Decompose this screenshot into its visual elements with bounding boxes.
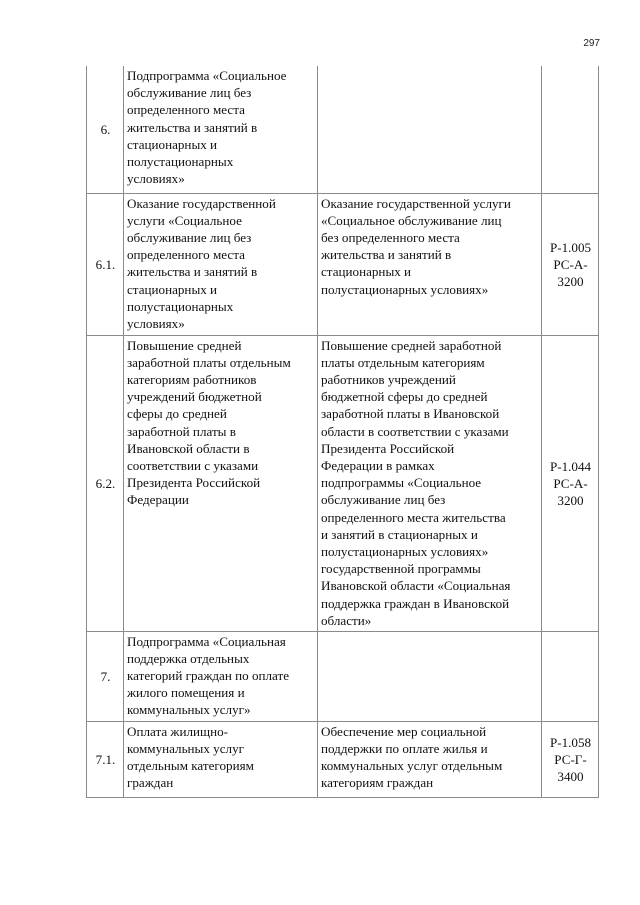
program-name-text	[127, 195, 315, 333]
program-name-line: жилого помещения и	[127, 685, 245, 701]
program-description-line: обслуживание лиц без	[321, 492, 446, 508]
program-description-text	[321, 195, 539, 298]
row-number: 7.	[87, 631, 124, 721]
classification-code	[542, 193, 599, 335]
program-name-line: полустационарных	[127, 154, 234, 170]
program-description-line: и занятий в стационарных и	[321, 526, 478, 542]
classification-code-text	[545, 239, 596, 291]
program-description-line: заработной платы в Ивановской	[321, 406, 500, 422]
classification-code-text	[545, 458, 596, 510]
program-name	[124, 721, 318, 797]
program-description-line: Оказание государственной услуги	[321, 195, 511, 211]
program-description	[318, 335, 542, 631]
program-description	[318, 193, 542, 335]
program-description-line: «Социальное обслуживание лиц	[321, 212, 502, 228]
program-name-text	[127, 337, 315, 509]
program-description-line: полустационарных условиях»	[321, 543, 489, 559]
program-name-line: Федерации	[127, 492, 189, 508]
program-name-line: Повышение средней	[127, 337, 242, 353]
program-description-line: государственной программы	[321, 561, 481, 577]
program-description-line: Федерации в рамках	[321, 457, 435, 473]
program-name-line: условиях»	[127, 171, 185, 187]
program-name-line: граждан	[127, 775, 174, 791]
program-name-line: Ивановской области в	[127, 440, 250, 456]
program-name-line: соответствии с указами	[127, 457, 259, 473]
program-name-line: Оказание государственной	[127, 195, 276, 211]
classification-code	[542, 721, 599, 797]
program-name-line: категориям работников	[127, 371, 257, 387]
program-description-line: Повышение средней заработной	[321, 337, 502, 353]
program-name-line: заработной платы в	[127, 423, 236, 439]
table-row	[87, 193, 599, 335]
program-name-line: Оплата жилищно-	[127, 723, 229, 739]
classification-code-line: РС-А-	[553, 475, 588, 491]
program-description-line: Ивановской области «Социальная	[321, 578, 511, 594]
classification-code-text	[545, 734, 596, 786]
table-row	[87, 721, 599, 797]
row-number: 6.	[87, 66, 124, 193]
program-description-line: платы отдельным категориям	[321, 354, 485, 370]
table-row	[87, 631, 599, 721]
program-name	[124, 631, 318, 721]
page-number: 297	[583, 38, 600, 49]
program-name-text	[127, 633, 315, 719]
row-number: 6.1.	[87, 193, 124, 335]
program-name-line: условиях»	[127, 315, 185, 331]
program-name-line: полустационарных	[127, 298, 234, 314]
classification-code-line: 3200	[557, 274, 584, 290]
program-description-line: жительства и занятий в	[321, 247, 452, 263]
program-name	[124, 66, 318, 193]
program-description	[318, 721, 542, 797]
program-name-text	[127, 723, 315, 792]
program-description-line: бюджетной сферы до средней	[321, 389, 488, 405]
classification-code	[542, 631, 599, 721]
program-name-line: жительства и занятий в	[127, 264, 258, 280]
program-name-line: отдельным категориям	[127, 757, 254, 773]
program-description-line: полустационарных условиях»	[321, 281, 489, 297]
program-description-line: области»	[321, 612, 372, 628]
program-name-text	[127, 67, 315, 187]
program-name-line: Подпрограмма «Социальное	[127, 68, 287, 83]
program-name-line: обслуживание лиц без	[127, 229, 252, 245]
program-name-line: поддержка отдельных	[127, 650, 250, 666]
program-description-line: определенного места жительства	[321, 509, 506, 525]
row-number: 7.1.	[87, 721, 124, 797]
program-description-text	[321, 337, 539, 629]
programs-table-body	[87, 66, 599, 797]
program-name-line: Подпрограмма «Социальная	[127, 633, 286, 649]
classification-code	[542, 335, 599, 631]
program-description-line: работников учреждений	[321, 371, 456, 387]
program-description-line: области в соответствии с указами	[321, 423, 509, 439]
classification-code-line: Р-1.005	[549, 239, 592, 255]
program-name-line: Президента Российской	[127, 475, 261, 491]
table-row	[87, 66, 599, 193]
program-description-text	[321, 723, 539, 792]
classification-code-line: РС-Г-	[554, 751, 587, 767]
program-name	[124, 193, 318, 335]
program-name-line: категорий граждан по оплате	[127, 667, 290, 683]
classification-code-line: 3200	[557, 493, 584, 509]
program-description-line: коммунальных услуг отдельным	[321, 757, 503, 773]
program-name-line: заработной платы отдельным	[127, 354, 291, 370]
program-name-line: учреждений бюджетной	[127, 389, 262, 405]
program-description-line: поддержка граждан в Ивановской	[321, 595, 510, 611]
program-description	[318, 66, 542, 193]
program-name-line: стационарных и	[127, 136, 218, 152]
classification-code-line: Р-1.044	[549, 458, 592, 474]
program-name-line: стационарных и	[127, 281, 218, 297]
program-name-line: услуги «Социальное	[127, 212, 242, 228]
row-number: 6.2.	[87, 335, 124, 631]
program-description-line: Обеспечение мер социальной	[321, 723, 487, 739]
program-name-line: определенного места	[127, 102, 245, 118]
program-description-line: стационарных и	[321, 264, 412, 280]
program-name-line: сферы до средней	[127, 406, 227, 422]
classification-code-line: 3400	[557, 769, 584, 785]
program-name-line: жительства и занятий в	[127, 119, 258, 135]
classification-code	[542, 66, 599, 193]
program-description	[318, 631, 542, 721]
program-description-line: Президента Российской	[321, 440, 455, 456]
program-name-line: коммунальных услуг	[127, 740, 244, 756]
programs-table	[86, 66, 599, 798]
program-description-line: подпрограммы «Социальное	[321, 475, 482, 491]
program-description-line: без определенного места	[321, 229, 460, 245]
program-description-line: поддержки по оплате жилья и	[321, 740, 488, 756]
program-name-line: обслуживание лиц без	[127, 85, 252, 101]
program-name-line: определенного места	[127, 247, 245, 263]
program-name	[124, 335, 318, 631]
program-name-line: коммунальных услуг»	[127, 702, 251, 718]
classification-code-line: РС-А-	[553, 256, 588, 272]
table-row	[87, 335, 599, 631]
program-description-line: категориям граждан	[321, 775, 434, 791]
classification-code-line: Р-1.058	[549, 734, 592, 750]
